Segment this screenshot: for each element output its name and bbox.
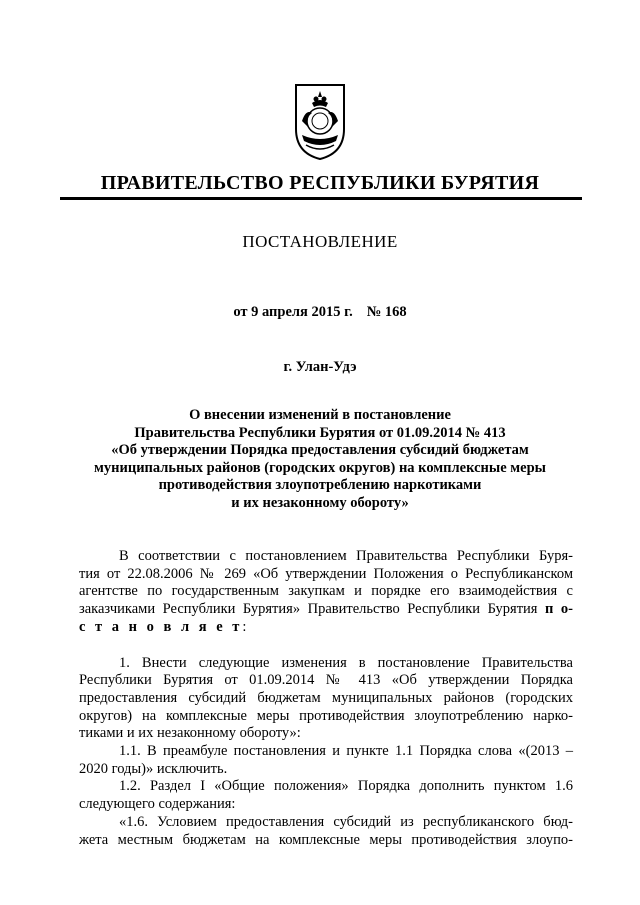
body-line: 1.1. В преамбуле постановления и пункте 1.1 Порядка слова «(2013 – <box>119 743 573 760</box>
body-line: 1. Внести следующие изменения в постановление Правительства <box>119 654 573 671</box>
document-body <box>79 548 573 849</box>
document-type: ПОСТАНОВЛЕНИЕ <box>242 232 398 251</box>
document-date-line <box>60 304 580 321</box>
subject-line: О внесении изменений в постановление <box>189 407 451 423</box>
body-line <box>79 619 573 637</box>
resolves-word-start: п о- <box>545 601 574 618</box>
body-line: 2020 годы)» исключить. <box>79 760 228 777</box>
republic-of-buryatia-coat-of-arms-icon <box>292 77 348 161</box>
body-line: тия от 22.08.2006 № 269 «Об утверждении Положения о Республиканском <box>79 565 573 582</box>
document-number: № 168 <box>366 304 407 320</box>
document-date: от 9 апреля 2015 г. <box>233 304 353 320</box>
subject-line: Правительства Республики Бурятия от 01.09.2014 № 413 <box>134 424 506 441</box>
body-line: следующего содержания: <box>79 796 236 813</box>
body-line: округов) на комплексные меры противодействия злоупотреблению нарко- <box>79 707 573 724</box>
body-line: предоставления субсидий бюджетам муниципальных районов (городских <box>79 689 573 706</box>
body-text: заказчиками Республики Бурятия» Правительство Республики Бурятия <box>79 601 538 618</box>
body-line <box>79 601 573 619</box>
body-line: тиками и их незаконному обороту»: <box>79 725 301 742</box>
subject-line: муниципальных районов (городских округов) на комплексные меры <box>94 459 546 476</box>
body-line: агентстве по государственным закупкам и порядке его взаимодействия с <box>79 583 573 600</box>
body-line: В соответствии с постановлением Правительства Республики Буря- <box>119 548 573 564</box>
colon: : <box>242 618 247 635</box>
resolves-word-end: с т а н о в л я е т <box>79 618 243 635</box>
body-line: жета местным бюджетам на комплексные меры противодействия злоупо- <box>79 831 573 848</box>
government-title: ПРАВИТЕЛЬСТВО РЕСПУБЛИКИ БУРЯТИЯ <box>100 172 540 194</box>
body-line: «1.6. Условием предоставления субсидий из республиканского бюд- <box>119 813 573 830</box>
document-subject <box>70 407 570 512</box>
subject-line: противодействия злоупотреблению наркотиками <box>158 477 482 493</box>
body-line: 1.2. Раздел I «Общие положения» Порядка дополнить пунктом 1.6 <box>119 778 573 795</box>
document-city: г. Улан-Удэ <box>283 359 357 375</box>
body-line: Республики Бурятия от 01.09.2014 № 413 «Об утверждении Порядка <box>79 672 573 689</box>
subject-line: «Об утверждении Порядка предоставления субсидий бюджетам <box>111 442 529 458</box>
subject-line: и их незаконному обороту» <box>231 494 409 511</box>
paragraph-gap <box>79 637 573 655</box>
header-rule <box>60 197 582 200</box>
